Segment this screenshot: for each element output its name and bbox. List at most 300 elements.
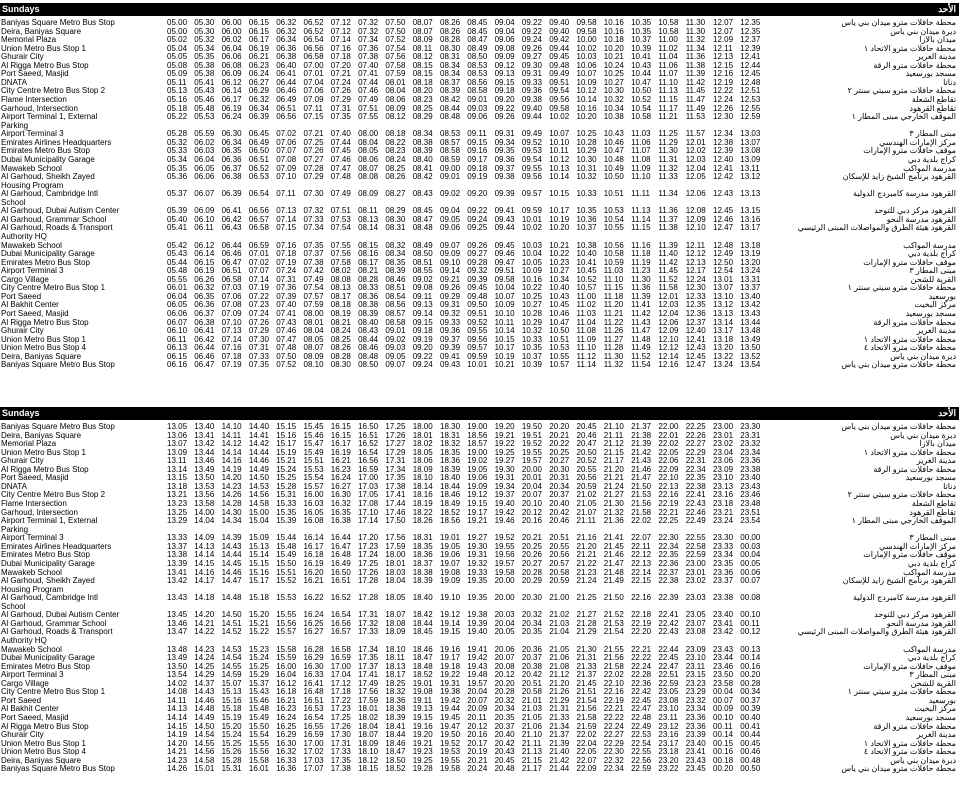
departure-time: 08.28 bbox=[440, 35, 461, 45]
departure-time: 12.11 bbox=[685, 240, 706, 250]
departure-time: 10.30 bbox=[603, 86, 624, 96]
departure-time: 21.25 bbox=[576, 593, 597, 603]
departure-time: 08.39 bbox=[385, 266, 406, 276]
departure-time: 06.19 bbox=[221, 103, 242, 113]
stop-name-en: Al Garhoud, Grammar School bbox=[1, 214, 107, 224]
departure-time: 23.51 bbox=[740, 507, 761, 517]
departure-time: 10.24 bbox=[603, 60, 624, 70]
departure-time: 08.06 bbox=[358, 154, 379, 164]
departure-time: 21.02 bbox=[576, 490, 597, 500]
departure-time: 14.54 bbox=[194, 730, 215, 740]
departure-time: 21.30 bbox=[576, 644, 597, 654]
departure-time: 17.00 bbox=[303, 738, 324, 748]
departure-time: 06.05 bbox=[194, 163, 215, 173]
departure-time: 23.46 bbox=[740, 490, 761, 500]
departure-time: 18.02 bbox=[358, 713, 379, 723]
departure-time: 14.26 bbox=[221, 490, 242, 500]
departure-time: 14.50 bbox=[248, 473, 269, 483]
departure-time: 13.07 bbox=[167, 439, 188, 449]
departure-time: 05.37 bbox=[167, 189, 188, 199]
departure-time: 16.52 bbox=[358, 439, 379, 449]
departure-time: 10.39 bbox=[631, 43, 652, 53]
departure-time: 18.31 bbox=[440, 430, 461, 440]
departure-time: 19.16 bbox=[412, 721, 433, 731]
departure-time: 09.56 bbox=[521, 172, 542, 182]
departure-time: 16.54 bbox=[303, 713, 324, 723]
departure-time: 16.14 bbox=[303, 533, 324, 543]
departure-time: 08.15 bbox=[412, 60, 433, 70]
departure-time: 13.29 bbox=[167, 516, 188, 526]
departure-time: 10.35 bbox=[521, 343, 542, 353]
departure-time: 08.38 bbox=[358, 300, 379, 310]
departure-time: 06.37 bbox=[221, 163, 242, 173]
departure-time: 08.48 bbox=[440, 112, 461, 122]
departure-time: 19.51 bbox=[521, 430, 542, 440]
stop-name-ar: دناتا bbox=[943, 481, 956, 491]
departure-time: 18.14 bbox=[412, 481, 433, 491]
departure-time: 15.20 bbox=[221, 721, 242, 731]
departure-time: 06.44 bbox=[221, 240, 242, 250]
departure-time: 15.24 bbox=[221, 730, 242, 740]
departure-time: 10.45 bbox=[576, 266, 597, 276]
departure-time: 06.42 bbox=[194, 334, 215, 344]
departure-time: 11.31 bbox=[658, 154, 678, 164]
departure-time: 08.18 bbox=[330, 300, 351, 310]
departure-time: 16.59 bbox=[330, 653, 351, 663]
departure-time: 21.11 bbox=[603, 430, 624, 440]
departure-time: 14.40 bbox=[248, 422, 269, 431]
departure-time: 08.50 bbox=[467, 52, 488, 62]
departure-time: 18.52 bbox=[385, 764, 406, 774]
departure-time: 09.33 bbox=[440, 317, 461, 327]
departure-time: 07.24 bbox=[276, 266, 297, 276]
departure-time: 12.30 bbox=[685, 283, 706, 293]
stop-name-ar: كراج بلدية دبي bbox=[907, 558, 956, 568]
departure-time: 22.29 bbox=[685, 447, 706, 457]
departure-time: 11.07 bbox=[631, 146, 651, 156]
departure-time: 12.03 bbox=[685, 154, 706, 164]
departure-time: 00.20 bbox=[713, 764, 734, 774]
departure-time: 23.50 bbox=[713, 670, 734, 680]
departure-time: 15.19 bbox=[276, 447, 297, 457]
departure-time: 13.46 bbox=[194, 456, 215, 466]
stop-name-en: Airport Terminal 3 bbox=[1, 266, 64, 276]
departure-time: 00.04 bbox=[713, 687, 734, 697]
departure-time: 11.28 bbox=[603, 343, 624, 353]
departure-time: 23.17 bbox=[658, 738, 679, 748]
departure-time: 20.16 bbox=[467, 730, 488, 740]
departure-time: 21.03 bbox=[549, 618, 570, 628]
stop-name-ar: مسجد بورسعيد bbox=[905, 309, 956, 319]
departure-time: 22.02 bbox=[576, 730, 597, 740]
departure-time: 12.10 bbox=[658, 334, 679, 344]
departure-time: 18.57 bbox=[467, 439, 488, 449]
departure-time: 06.56 bbox=[248, 206, 269, 216]
departure-time: 13.01 bbox=[713, 274, 734, 284]
departure-time: 08.12 bbox=[385, 112, 406, 122]
departure-time: 10.20 bbox=[576, 112, 597, 122]
stop-name-en: Al Rigga Metro Bus Stop bbox=[1, 464, 89, 474]
departure-time: 00.41 bbox=[740, 721, 761, 731]
departure-time: 21.26 bbox=[549, 687, 570, 697]
departure-time: 18.10 bbox=[385, 644, 406, 654]
stop-name-ar: القرهود مدرسة النحو bbox=[886, 618, 956, 628]
departure-time: 11.08 bbox=[631, 154, 651, 164]
departure-time: 23.03 bbox=[685, 593, 706, 603]
departure-time: 23.12 bbox=[658, 721, 679, 731]
departure-time: 17.26 bbox=[358, 567, 379, 577]
departure-time: 09.22 bbox=[467, 206, 488, 216]
departure-time: 22.51 bbox=[658, 670, 679, 680]
departure-time: 18.01 bbox=[358, 704, 379, 714]
departure-time: 07.14 bbox=[276, 214, 297, 224]
departure-time: 23.11 bbox=[685, 661, 706, 671]
departure-time: 09.08 bbox=[412, 283, 433, 293]
departure-time: 11.09 bbox=[576, 334, 596, 344]
departure-time: 08.47 bbox=[412, 214, 433, 224]
departure-time: 22.41 bbox=[658, 610, 679, 620]
departure-time: 11.11 bbox=[631, 189, 650, 199]
departure-time: 14.47 bbox=[221, 576, 242, 586]
departure-time: 16.56 bbox=[330, 618, 351, 628]
departure-time: 14.29 bbox=[194, 670, 215, 680]
departure-time: 14.23 bbox=[194, 644, 215, 654]
departure-time: 09.58 bbox=[494, 274, 515, 284]
departure-time: 22.01 bbox=[658, 430, 679, 440]
section-header bbox=[0, 3, 959, 16]
departure-time: 19.15 bbox=[467, 499, 488, 509]
departure-time: 22.38 bbox=[658, 576, 679, 586]
departure-time: 13.13 bbox=[740, 189, 761, 199]
departure-time: 18.40 bbox=[412, 593, 433, 603]
departure-time: 07.06 bbox=[221, 291, 242, 301]
departure-time: 00.37 bbox=[740, 695, 761, 705]
stop-name-ar: محطة حافلات مترو ميدان بني ياس bbox=[841, 360, 956, 370]
departure-time: 18.40 bbox=[440, 473, 461, 483]
departure-time: 18.04 bbox=[385, 576, 406, 586]
departure-time: 16.28 bbox=[303, 644, 324, 654]
departure-time: 13.52 bbox=[740, 351, 761, 361]
stop-name-en-cont: School bbox=[1, 198, 26, 208]
departure-time: 10.51 bbox=[549, 334, 570, 344]
departure-time: 10.18 bbox=[603, 35, 624, 45]
departure-time: 21.56 bbox=[603, 653, 624, 663]
departure-time: 10.09 bbox=[576, 77, 597, 87]
departure-time: 11.57 bbox=[685, 129, 706, 139]
departure-time: 13.49 bbox=[194, 464, 215, 474]
departure-time: 06.38 bbox=[194, 317, 215, 327]
departure-time: 16.00 bbox=[303, 490, 324, 500]
departure-time: 10.47 bbox=[603, 146, 624, 156]
departure-time: 09.47 bbox=[494, 257, 515, 267]
departure-time: 23.41 bbox=[685, 747, 706, 757]
stop-name-en: Ghurair City bbox=[1, 456, 44, 466]
departure-time: 05.18 bbox=[167, 103, 188, 113]
departure-time: 10.38 bbox=[603, 112, 624, 122]
departure-time: 18.56 bbox=[440, 516, 461, 526]
departure-time: 10.44 bbox=[631, 69, 652, 79]
departure-time: 18.46 bbox=[412, 644, 433, 654]
departure-time: 23.07 bbox=[685, 618, 706, 628]
departure-time: 06.46 bbox=[194, 351, 215, 361]
departure-time: 20.00 bbox=[494, 576, 515, 586]
departure-time: 08.18 bbox=[385, 129, 406, 139]
departure-time: 12.10 bbox=[685, 223, 706, 233]
stop-name-en-cont: Housing Program bbox=[1, 585, 64, 595]
stop-name-ar: القرية للشحن bbox=[910, 678, 956, 688]
departure-time: 23.31 bbox=[740, 430, 761, 440]
departure-time: 10.54 bbox=[603, 214, 624, 224]
stop-name-ar: مبنى المطار ٣ bbox=[909, 129, 956, 139]
departure-time: 06.13 bbox=[167, 343, 188, 353]
departure-time: 06.11 bbox=[194, 223, 214, 233]
departure-time: 17.03 bbox=[303, 755, 324, 765]
departure-time: 23.18 bbox=[658, 747, 679, 757]
departure-time: 19.01 bbox=[440, 533, 461, 543]
departure-time: 15.39 bbox=[276, 516, 297, 526]
stop-name-ar: محطة حافلات مترو الاتحاد ١ bbox=[863, 43, 956, 53]
departure-time: 22.30 bbox=[603, 747, 624, 757]
departure-time: 15.25 bbox=[248, 661, 269, 671]
departure-time: 22.34 bbox=[685, 464, 706, 474]
departure-time: 07.47 bbox=[330, 163, 351, 173]
departure-time: 06.53 bbox=[248, 172, 269, 182]
departure-time: 06.56 bbox=[303, 43, 324, 53]
stop-name-ar: القرهود مدرسة كامبردج الدولية bbox=[853, 593, 956, 603]
stop-name-ar: محطة حافلات مترو الاتحاد ١ bbox=[863, 447, 956, 457]
departure-time: 13.48 bbox=[740, 326, 761, 336]
departure-time: 18.07 bbox=[358, 730, 379, 740]
departure-time: 06.29 bbox=[248, 86, 269, 96]
departure-time: 22.49 bbox=[685, 516, 706, 526]
departure-time: 19.21 bbox=[412, 738, 433, 748]
departure-time: 05.35 bbox=[167, 163, 188, 173]
departure-time: 00.50 bbox=[740, 764, 761, 774]
departure-time: 22.27 bbox=[685, 439, 706, 449]
departure-time: 09.57 bbox=[467, 343, 488, 353]
departure-time: 23.13 bbox=[713, 481, 734, 491]
stop-name-ar: القرهود مركز دبي للتوحد bbox=[874, 206, 956, 216]
stop-name-en: Al Bakhit Center bbox=[1, 704, 59, 714]
departure-time: 23.43 bbox=[713, 644, 734, 654]
departure-time: 10.02 bbox=[521, 223, 542, 233]
departure-time: 10.43 bbox=[631, 60, 652, 70]
departure-time: 13.13 bbox=[713, 309, 734, 319]
departure-time: 17.46 bbox=[385, 507, 406, 517]
departure-time: 14.55 bbox=[194, 738, 215, 748]
departure-time: 22.36 bbox=[658, 558, 679, 568]
departure-time: 16.18 bbox=[276, 687, 297, 697]
departure-time: 09.22 bbox=[412, 351, 433, 361]
departure-time: 22.24 bbox=[603, 721, 624, 731]
departure-time: 19.50 bbox=[440, 730, 461, 740]
departure-time: 17.59 bbox=[358, 695, 379, 705]
departure-time: 10.38 bbox=[576, 240, 597, 250]
departure-time: 19.39 bbox=[467, 618, 488, 628]
stop-name-en-cont: Housing Program bbox=[1, 181, 64, 191]
departure-time: 11.58 bbox=[658, 283, 678, 293]
departure-time: 12.13 bbox=[685, 257, 706, 267]
departure-time: 18.42 bbox=[412, 610, 433, 620]
departure-time: 18.00 bbox=[385, 550, 406, 560]
departure-time: 00.03 bbox=[740, 541, 761, 551]
departure-time: 22.02 bbox=[658, 439, 679, 449]
departure-time: 09.36 bbox=[521, 86, 542, 96]
departure-time: 14.30 bbox=[221, 507, 242, 517]
departure-time: 11.53 bbox=[685, 112, 706, 122]
departure-time: 13.41 bbox=[167, 567, 188, 577]
departure-time: 08.53 bbox=[467, 60, 488, 70]
departure-time: 12.19 bbox=[713, 77, 734, 87]
departure-time: 22.53 bbox=[631, 730, 652, 740]
departure-time: 06.12 bbox=[194, 240, 215, 250]
departure-time: 16.30 bbox=[276, 738, 297, 748]
departure-time: 12.16 bbox=[658, 360, 679, 370]
departure-time: 18.15 bbox=[358, 764, 379, 774]
departure-time: 19.40 bbox=[467, 627, 488, 637]
section-header bbox=[0, 407, 959, 420]
departure-time: 08.07 bbox=[303, 343, 324, 353]
departure-time: 15.15 bbox=[248, 558, 269, 568]
stop-name-en: Garhoud, Intersection bbox=[1, 103, 78, 113]
departure-time: 11.18 bbox=[603, 291, 624, 301]
departure-time: 08.49 bbox=[467, 43, 488, 53]
departure-time: 10.28 bbox=[521, 309, 542, 319]
departure-time: 11.52 bbox=[631, 351, 651, 361]
departure-time: 19.15 bbox=[412, 713, 433, 723]
departure-time: 12.37 bbox=[685, 317, 706, 327]
departure-time: 09.59 bbox=[521, 206, 542, 216]
departure-time: 22.46 bbox=[685, 507, 706, 517]
departure-time: 10.12 bbox=[549, 154, 570, 164]
stop-name-en: City Centre Metro Bus Stop 2 bbox=[1, 490, 106, 500]
departure-time: 09.39 bbox=[467, 274, 488, 284]
departure-time: 05.59 bbox=[194, 129, 215, 139]
departure-time: 23.21 bbox=[713, 507, 734, 517]
stop-name-en: Memorial Plaza bbox=[1, 439, 57, 449]
departure-time: 14.56 bbox=[248, 490, 269, 500]
departure-time: 14.22 bbox=[194, 627, 215, 637]
departure-time: 19.16 bbox=[440, 644, 461, 654]
departure-time: 18.47 bbox=[385, 747, 406, 757]
departure-time: 14.14 bbox=[221, 447, 242, 457]
departure-time: 13.22 bbox=[713, 351, 734, 361]
departure-time: 16.03 bbox=[303, 499, 324, 509]
stop-name-en: Mawakeb School bbox=[1, 240, 62, 250]
departure-time: 09.11 bbox=[412, 291, 433, 301]
departure-time: 00.14 bbox=[740, 653, 761, 663]
departure-time: 21.33 bbox=[549, 713, 570, 723]
departure-time: 07.40 bbox=[276, 300, 297, 310]
stop-name-en: Dubai Municipality Garage bbox=[1, 249, 95, 259]
departure-time: 13.15 bbox=[167, 473, 188, 483]
departure-time: 07.43 bbox=[276, 317, 297, 327]
departure-time: 09.31 bbox=[494, 129, 515, 139]
departure-time: 12.49 bbox=[713, 249, 734, 259]
departure-time: 21.50 bbox=[603, 593, 624, 603]
departure-time: 06.10 bbox=[167, 326, 188, 336]
departure-time: 12.40 bbox=[685, 326, 706, 336]
stop-name-en: Deira, Baniyas Square bbox=[1, 430, 82, 440]
departure-time: 08.42 bbox=[440, 95, 461, 105]
departure-time: 21.17 bbox=[603, 456, 624, 466]
departure-time: 09.20 bbox=[467, 189, 488, 199]
departure-time: 08.01 bbox=[385, 77, 406, 87]
departure-time: 09.02 bbox=[440, 189, 461, 199]
departure-time: 09.03 bbox=[385, 343, 406, 353]
departure-time: 20.51 bbox=[549, 533, 570, 543]
departure-time: 10.10 bbox=[494, 309, 515, 319]
stop-name-ar: الموقف الخارجي مبنى المطار ١ bbox=[851, 112, 956, 122]
departure-time: 10.16 bbox=[603, 18, 624, 27]
departure-time: 11.10 bbox=[576, 343, 596, 353]
departure-time: 19.09 bbox=[440, 576, 461, 586]
departure-time: 05.42 bbox=[167, 240, 188, 250]
departure-time: 23.08 bbox=[685, 627, 706, 637]
departure-time: 09.14 bbox=[440, 266, 461, 276]
departure-time: 10.25 bbox=[603, 69, 624, 79]
departure-time: 07.54 bbox=[330, 223, 351, 233]
departure-time: 08.25 bbox=[330, 334, 351, 344]
departure-time: 09.56 bbox=[467, 334, 488, 344]
departure-time: 06.49 bbox=[248, 137, 269, 147]
departure-time: 09.46 bbox=[494, 249, 515, 259]
departure-time: 10.49 bbox=[603, 163, 624, 173]
departure-time: 16.59 bbox=[303, 730, 324, 740]
departure-time: 07.24 bbox=[330, 77, 351, 87]
departure-time: 18.12 bbox=[358, 755, 379, 765]
departure-time: 08.53 bbox=[440, 129, 461, 139]
departure-time: 06.52 bbox=[303, 18, 324, 27]
departure-time: 12.06 bbox=[658, 317, 679, 327]
departure-time: 10.36 bbox=[576, 214, 597, 224]
departure-time: 00.48 bbox=[740, 755, 761, 765]
departure-time: 21.32 bbox=[603, 507, 624, 517]
departure-time: 20.11 bbox=[467, 713, 487, 723]
departure-time: 15.56 bbox=[276, 618, 297, 628]
departure-time: 12.16 bbox=[713, 69, 734, 79]
departure-time: 17.23 bbox=[358, 541, 379, 551]
departure-time: 19.58 bbox=[494, 567, 515, 577]
departure-time: 11.38 bbox=[658, 223, 678, 233]
timetable-row bbox=[0, 223, 959, 242]
departure-time: 06.44 bbox=[194, 343, 215, 353]
departure-time: 10.46 bbox=[603, 137, 624, 147]
section-title-en: Sundays bbox=[2, 4, 40, 14]
departure-time: 09.24 bbox=[521, 35, 542, 45]
departure-time: 00.10 bbox=[740, 610, 761, 620]
departure-time: 23.43 bbox=[685, 755, 706, 765]
stop-name-en: Deira, Baniyas Square bbox=[1, 26, 82, 36]
departure-time: 21.24 bbox=[576, 576, 597, 586]
stop-name-ar: مركز الإمارات الهندسي bbox=[879, 137, 956, 147]
departure-time: 13.54 bbox=[167, 670, 188, 680]
departure-time: 14.12 bbox=[221, 439, 242, 449]
departure-time: 07.13 bbox=[221, 326, 242, 336]
stop-name-ar: الموقف الخارجي مبنى المطار ١ bbox=[851, 516, 956, 526]
departure-time: 12.48 bbox=[740, 77, 761, 87]
departure-time: 10.52 bbox=[576, 274, 597, 284]
departure-time: 06.32 bbox=[248, 95, 269, 105]
departure-time: 10.16 bbox=[603, 26, 624, 36]
departure-time: 09.15 bbox=[467, 137, 488, 147]
stop-name-en: Emirates Airlines Headquarters bbox=[1, 137, 112, 147]
departure-time: 21.37 bbox=[549, 730, 570, 740]
departure-time: 05.08 bbox=[167, 60, 188, 70]
departure-time: 06.44 bbox=[276, 77, 297, 87]
departure-time: 23.05 bbox=[658, 687, 679, 697]
departure-time: 21.28 bbox=[576, 618, 597, 628]
